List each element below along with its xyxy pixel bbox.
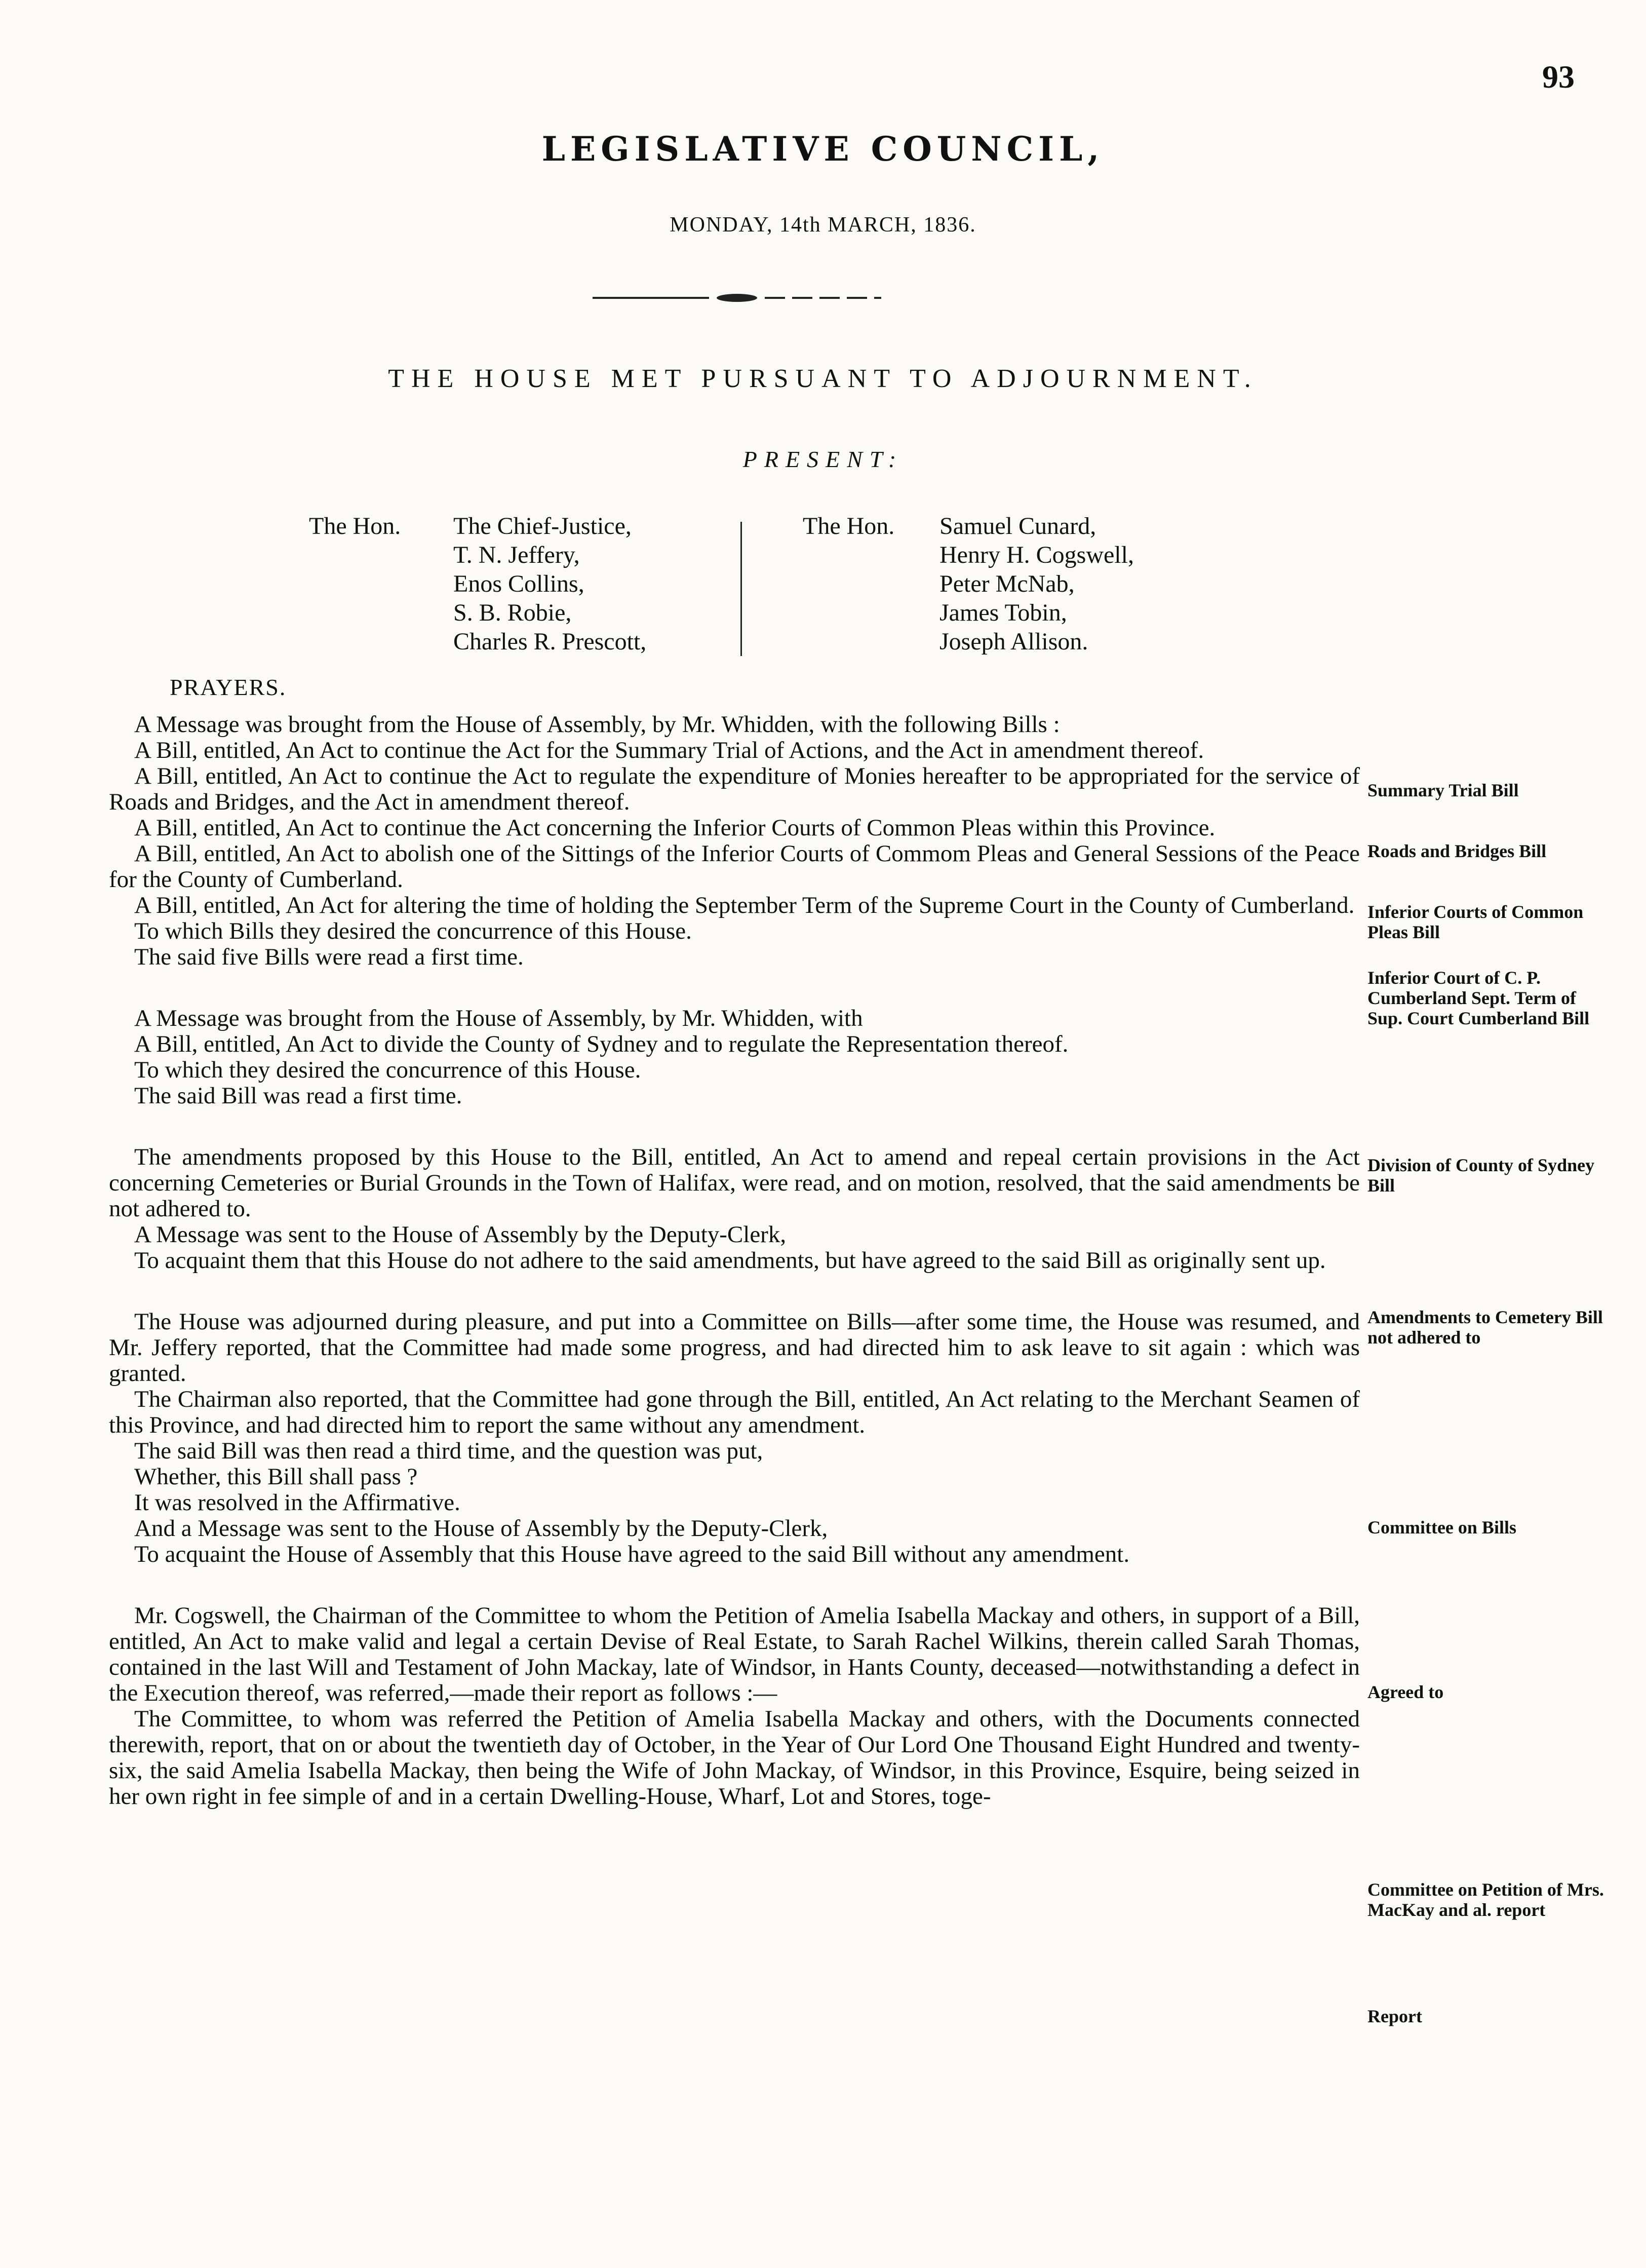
ornament-divider [593,293,881,303]
session-date: MONDAY, 14th MARCH, 1836. [670,213,976,237]
paragraph: The House was adjourned during pleasure, and put into a Committee on Bills—after some time, the House was resumed, and Mr. Jeffery reported, that the Committee had made some progress, and had directed him to ask leave to sit again : which was granted. [109,1309,1360,1387]
members-left-list [453,512,646,656]
paragraph: The Chairman also reported, that the Committee had gone through the Bill, entitled, An Act relating to the Merchant Seamen of this Province, and had directed him to report the same without any amendment. [109,1386,1360,1438]
body-text [109,712,1360,1810]
paragraph: Mr. Cogswell, the Chairman of the Committee to whom the Petition of Amelia Isabella Mackay and others, in support of a Bill, entitled, An Act to make valid and legal a certain Devise of Real Estate, to Sarah Rachel Wilkins, therein called Sarah Thomas, contained in the last Will and Testament of John Mackay, late of Windsor, in Hants County, deceased—notwithstanding a defect in the Execution thereof, was referred,—made their report as follows :— [109,1602,1360,1706]
present-heading: PRESENT: [742,446,904,472]
paragraph-gap [109,970,1360,1006]
paragraph: A Bill, entitled, An Act to divide the County of Sydney and to regulate the Representation thereof. [134,1031,1069,1057]
paragraph: Whether, this Bill shall pass ? [134,1464,418,1490]
margin-note: Roads and Bridges Bill [1367,841,1547,861]
paragraph: A Bill, entitled, An Act to continue the Act for the Summary Trial of Actions, and the Act in amendment thereof. [134,737,1204,763]
margin-note: Amendments to Cemetery Bill not adhered to [1367,1307,1603,1348]
paragraph: The said five Bills were read a first time. [134,944,524,970]
paragraph: A Bill, entitled, An Act to continue the Act to regulate the expenditure of Monies hereafter to be appropriated for the service of Roads and Bridges, and the Act in amendment thereof. [109,763,1360,815]
margin-note: Summary Trial Bill [1367,780,1519,800]
paragraph: A Message was brought from the House of Assembly, by Mr. Whidden, with [134,1005,863,1031]
member-name: Enos Collins, [453,570,584,597]
margin-note: Inferior Courts of Common Pleas Bill [1367,902,1584,942]
paragraph: To acquaint the House of Assembly that this House have agreed to the said Bill without any amendment. [134,1541,1130,1567]
member-name: T. N. Jeffery, [453,542,580,568]
member-name: Joseph Allison. [939,628,1088,655]
member-name: Henry H. Cogswell, [939,542,1134,568]
margin-note: Report [1367,2006,1422,2026]
paragraph-gap [109,1109,1360,1144]
member-name: S. B. Robie, [453,599,572,626]
member-name: The Chief-Justice, [453,513,632,540]
paragraph: And a Message was sent to the House of Assembly by the Deputy-Clerk, [134,1515,828,1542]
paragraph: A Bill, entitled, An Act to abolish one of the Sittings of the Inferior Courts of Commom Pleas and General Sessions of the Peace for the County of Cumberland. [109,840,1360,893]
prayers-heading: PRAYERS. [170,674,287,700]
members-right-list [939,512,1134,656]
member-name: Peter McNab, [939,570,1075,597]
paragraph: A Message was brought from the House of Assembly, by Mr. Whidden, with the following Bills : [134,711,1060,738]
paragraph: The said Bill was read a first time. [134,1083,462,1109]
paragraph: The Committee, to whom was referred the Petition of Amelia Isabella Mackay and others, with the Documents connected therewith, report, that on or about the twentieth day of October, in the Year of Our Lord One Thousand Eight Hundred and twenty-six, the said Amelia Isabella Mackay, then being the Wife of John Mackay, of Windsor, in this Province, Esquire, being seized in her own right in fee simple of and in a certain Dwelling-House, Wharf, Lot and Stores, toge- [109,1706,1360,1810]
column-divider [740,522,742,656]
member-name: James Tobin, [939,599,1067,626]
member-name: Samuel Cunard, [939,513,1096,540]
margin-note: Agreed to [1367,1682,1444,1702]
paragraph: A Message was sent to the House of Assembly by the Deputy-Clerk, [134,1221,787,1248]
paragraph-gap [109,1274,1360,1309]
page-number: 93 [1542,59,1575,95]
paragraph: It was resolved in the Affirmative. [134,1489,460,1516]
paragraph: A Bill, entitled, An Act for altering the time of holding the September Term of the Supreme Court in the County of Cumberland. [134,892,1355,918]
margin-note: Inferior Court of C. P. Cumberland Sept. Term of Sup. Court Cumberland Bill [1367,968,1590,1028]
member-name: Charles R. Prescott, [453,628,647,655]
page-title: LEGISLATIVE COUNCIL, [541,129,1105,169]
met-heading: THE HOUSE MET PURSUANT TO ADJOURNMENT. [388,364,1258,393]
paragraph: A Bill, entitled, An Act to continue the Act concerning the Inferior Courts of Common Pleas within this Province. [134,815,1216,841]
paragraph: To which Bills they desired the concurrence of this House. [134,918,692,944]
paragraph: The amendments proposed by this House to the Bill, entitled, An Act to amend and repeal certain provisions in the Act concerning Cemeteries or Burial Grounds in the Town of Halifax, were read, and on motion, resolved, that the said amendments be not adhered to. [109,1144,1360,1222]
paragraph: To which they desired the concurrence of this House. [134,1057,641,1083]
margin-note: Committee on Petition of Mrs. MacKay and al. report [1367,1879,1604,1920]
paragraph: To acquaint them that this House do not adhere to the said amendments, but have agreed to the said Bill as originally sent up. [134,1247,1326,1274]
members-right-prefix: The Hon. [803,513,895,540]
paragraph: The said Bill was then read a third time, and the question was put, [134,1438,763,1464]
paragraph-gap [109,1567,1360,1603]
members-left-prefix: The Hon. [309,513,401,540]
margin-note: Committee on Bills [1367,1517,1516,1537]
margin-note: Division of County of Sydney Bill [1367,1155,1595,1196]
